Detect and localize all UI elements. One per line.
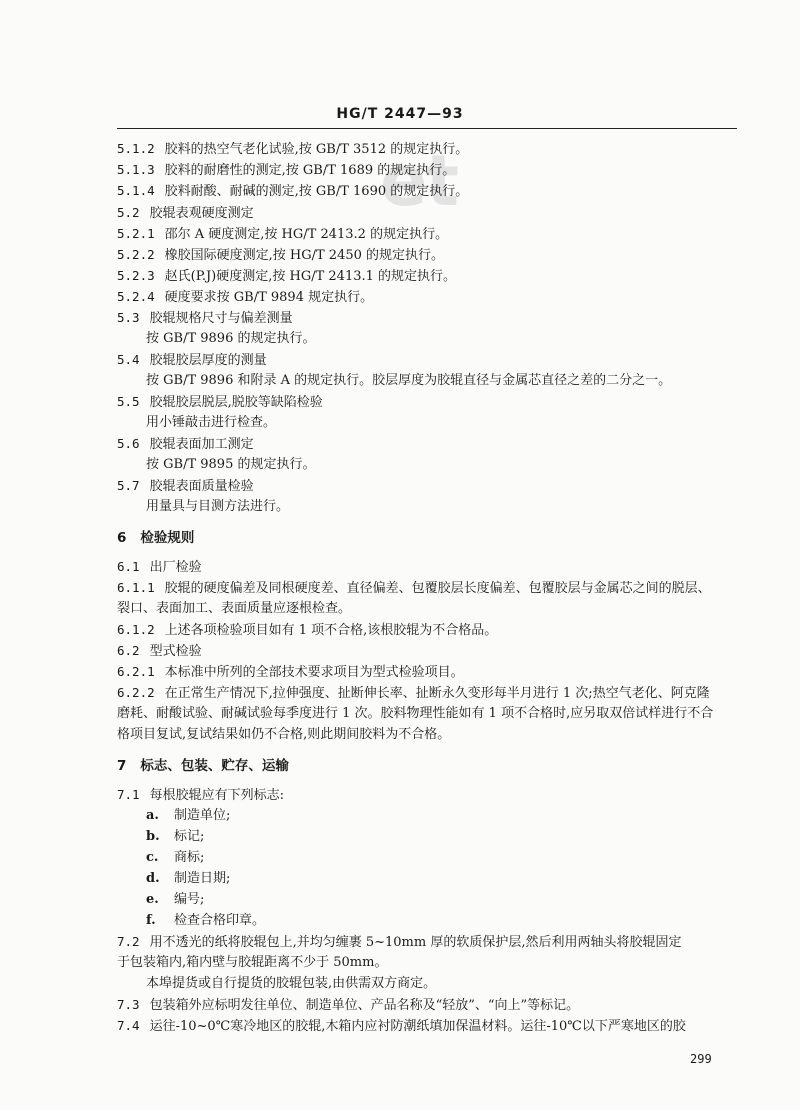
clause-line: 6.2 型式检验 (117, 643, 202, 659)
list-item: d. 制造日期; (146, 871, 231, 886)
clause-line: 本埠提货或自行提货的胶辊包装,由供需双方商定。 (146, 976, 437, 991)
header-rule (117, 128, 737, 129)
standard-header: HG/T 2447—93 (336, 106, 464, 122)
clause-line: 按 GB/T 9896 的规定执行。 (146, 331, 316, 346)
clause-line: 7.4 运往-10~0℃寒冷地区的胶辊,木箱内应衬防潮纸填加保温材料。运往-10℃以下严寒地区的胶 (117, 1018, 686, 1034)
list-item: e. 编号; (146, 892, 205, 907)
clause-line: 6.1.1 胶辊的硬度偏差及同根硬度差、直径偏差、包覆胶层长度偏差、包覆胶层与金属芯之间的脱层、 (117, 580, 711, 596)
clause-line: 用小锤敲击进行检查。 (146, 415, 277, 430)
clause-line: 磨耗、耐酸试验、耐碱试验每季度进行 1 次。胶料物理性能如有 1 项不合格时,应另取双倍试样进行不合 (117, 706, 714, 721)
clause-line: 5.2.2 橡胶国际硬度测定,按 HG/T 2450 的规定执行。 (117, 247, 445, 263)
clause-line: 5.5 胶辊胶层脱层,脱胶等缺陷检验 (117, 394, 323, 410)
list-item: a. 制造单位; (146, 808, 231, 823)
clause-line: 5.2.3 赵氏(P.J)硬度测定,按 HG/T 2413.1 的规定执行。 (117, 268, 457, 284)
clause-line: 5.1.3 胶料的耐磨性的测定,按 GB/T 1689 的规定执行。 (117, 162, 456, 178)
list-item: b. 标记; (146, 829, 205, 844)
clause-line: 格项目复试,复试结果如仍不合格,则此期间胶料为不合格。 (117, 727, 451, 742)
clause-line: 于包装箱内,箱内壁与胶辊距离不少于 50mm。 (117, 955, 388, 970)
page-number: 299 (690, 1052, 712, 1066)
clause-line: 5.1.2 胶料的热空气老化试验,按 GB/T 3512 的规定执行。 (117, 141, 469, 157)
clause-line: 5.2.4 硬度要求按 GB/T 9894 规定执行。 (117, 289, 374, 305)
clause-line: 6.1.2 上述各项检验项目如有 1 项不合格,该根胶辊为不合格品。 (117, 622, 498, 638)
watermark: et (380, 140, 457, 222)
clause-line: 7.2 用不透光的纸将胶辊包上,并均匀缠裹 5~10mm 厚的软质保护层,然后利用两轴头将胶辊固定 (117, 934, 682, 950)
clause-line: 用量具与目测方法进行。 (146, 499, 290, 514)
clause-line: 5.3 胶辊规格尺寸与偏差测量 (117, 310, 293, 326)
clause-line: 5.4 胶辊胶层厚度的测量 (117, 352, 267, 368)
clause-line: 按 GB/T 9895 的规定执行。 (146, 457, 316, 472)
clause-line: 按 GB/T 9896 和附录 A 的规定执行。胶层厚度为胶辊直径与金属芯直径之差的二分之一。 (146, 373, 672, 388)
clause-line: 裂口、表面加工、表面质量应逐根检查。 (117, 601, 352, 616)
section-heading: 7 标志、包装、贮存、运输 (117, 758, 289, 774)
list-item: c. 商标; (146, 850, 205, 865)
clause-line: 6.1 出厂检验 (117, 559, 202, 575)
clause-line: 5.7 胶辊表面质量检验 (117, 478, 254, 494)
clause-line: 6.2.1 本标准中所列的全部技术要求项目为型式检验项目。 (117, 664, 464, 680)
clause-line: 5.2.1 邵尔 A 硬度测定,按 HG/T 2413.2 的规定执行。 (117, 226, 449, 242)
clause-line: 5.1.4 胶料耐酸、耐碱的测定,按 GB/T 1690 的规定执行。 (117, 183, 469, 199)
clause-line: 5.2 胶辊表观硬度测定 (117, 205, 254, 221)
list-item: f. 检查合格印章。 (146, 913, 266, 928)
clause-line: 7.1 每根胶辊应有下列标志: (117, 787, 284, 803)
clause-line: 6.2.2 在正常生产情况下,拉伸强度、扯断伸长率、扯断永久变形每半月进行 1 次;热空气老化、阿克隆 (117, 685, 710, 701)
clause-line: 5.6 胶辊表面加工测定 (117, 436, 254, 452)
clause-line: 7.3 包装箱外应标明发往单位、制造单位、产品名称及“轻放”、“向上”等标记。 (117, 997, 580, 1013)
section-heading: 6 检验规则 (117, 530, 195, 546)
